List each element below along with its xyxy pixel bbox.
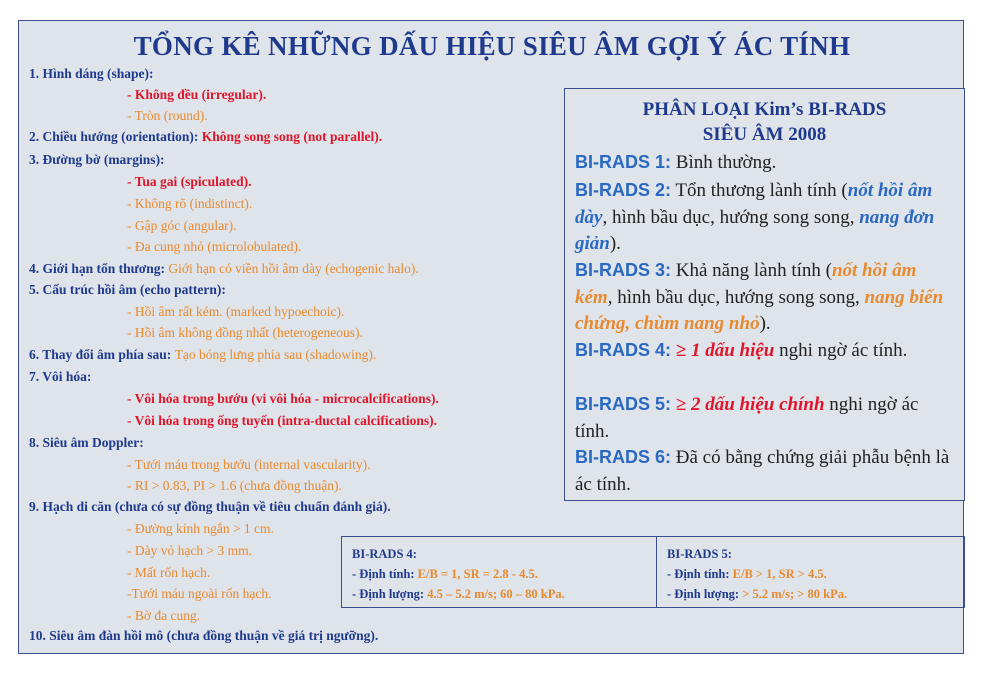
posterior-line [29, 347, 376, 363]
birads-4-label: BI-RADS 4: [575, 340, 672, 360]
calcification-header: 7. Vôi hóa: [29, 369, 92, 384]
birads-3-label: BI-RADS 3: [575, 260, 672, 280]
birads-3: BI-RADS 3: Khả năng lành tính (nốt hồi âm kém, hình bầu dục, hướng song song, nang biến chứng, chùm nang nhỏ). [575, 260, 944, 334]
lymph-perfusion: -Tưới máu ngoài rốn hạch. [127, 586, 272, 601]
lymph-hilum: - Mất rốn hạch. [127, 565, 211, 580]
box4-title: BI-RADS 4: [352, 547, 417, 561]
box5-qualitative: - Định tính: E/B > 1, SR > 4.5. [667, 567, 827, 581]
elastography-birads4-box [341, 536, 657, 608]
calcification-micro: - Vôi hóa trong bướu (vi vôi hóa - microcalcifications). [127, 391, 439, 406]
page-title: TỔNG KÊ NHỮNG DẤU HIỆU SIÊU ÂM GỢI Ý ÁC TÍNH [133, 31, 851, 61]
birads-title: PHÂN LOẠI Kim’s BI-RADS [642, 99, 887, 120]
margins-angular: - Gập góc (angular). [127, 218, 237, 233]
calcification-intraductal: - Vôi hóa trong ống tuyến (intra-ductal calcifications). [127, 413, 437, 428]
orientation-value: Không song song (not parallel). [201, 129, 383, 144]
birads-2-label: BI-RADS 2: [575, 180, 672, 200]
birads-classification-box [564, 88, 965, 501]
birads-2: BI-RADS 2: Tổn thương lành tính (nốt hồi âm dày, hình bầu dục, hướng song song, nang đơn giản). [575, 180, 935, 254]
posterior-header: 6. Thay đổi âm phía sau: [29, 347, 175, 362]
orientation-header: 2. Chiều hướng (orientation): [29, 129, 202, 144]
lesion-boundary-header: 4. Giới hạn tổn thương: [29, 261, 169, 276]
box4-qualitative: - Định tính: E/B = 1, SR = 2.8 - 4.5. [352, 567, 538, 581]
birads-5: BI-RADS 5: ≥ 2 dấu hiệu chính nghi ngờ ác tính. [575, 394, 919, 442]
lymph-cortex: - Dày vỏ hạch > 3 mm. [127, 543, 252, 558]
shape-round: - Tròn (round). [127, 108, 208, 123]
box5-quantitative: - Định lượng: > 5.2 m/s; > 80 kPa. [667, 587, 848, 601]
margins-microlobulated: - Đa cung nhỏ (microlobulated). [127, 239, 302, 254]
doppler-vascularity: - Tưới máu trong bướu (internal vascularity). [127, 457, 371, 472]
lymph-header: 9. Hạch di căn (chưa có sự đồng thuận về tiêu chuẩn đánh giá). [29, 499, 391, 514]
shape-irregular: - Không đều (irregular). [127, 87, 267, 102]
birads-1-label: BI-RADS 1: [575, 152, 672, 172]
margins-indistinct: - Không rõ (indistinct). [127, 196, 253, 211]
box5-title: BI-RADS 5: [667, 547, 732, 561]
birads-5-label: BI-RADS 5: [575, 394, 672, 414]
summary-panel [18, 20, 964, 654]
birads-subtitle: SIÊU ÂM 2008 [702, 124, 827, 145]
lesion-boundary-line [29, 261, 419, 277]
birads-1-text: Bình thường. [671, 152, 777, 173]
birads-1 [575, 149, 955, 177]
elastography-birads5-box [656, 536, 965, 608]
box4-quantitative: - Định lượng: 4.5 – 5.2 m/s; 60 – 80 kPa. [352, 587, 565, 601]
echo-pattern-header: 5. Cấu trúc hồi âm (echo pattern): [29, 282, 226, 297]
lymph-lobulated: - Bờ đa cung. [127, 608, 201, 623]
margins-header: 3. Đường bờ (margins): [29, 152, 165, 167]
doppler-ri-pi: - RI > 0.83, PI > 1.6 (chưa đồng thuận). [127, 478, 342, 493]
shape-header: 1. Hình dáng (shape): [29, 66, 154, 81]
birads-4: BI-RADS 4: ≥ 1 dấu hiệu nghi ngờ ác tính. [575, 340, 908, 361]
lesion-boundary-value: Giới hạn có viền hồi âm dày (echogenic halo). [168, 261, 419, 276]
doppler-header: 8. Siêu âm Doppler: [29, 435, 144, 450]
elastography-header: 10. Siêu âm đàn hồi mô (chưa đồng thuận về giá trị ngưỡng). [29, 628, 379, 643]
echo-heterogeneous: - Hồi âm không đồng nhất (heterogeneous). [127, 325, 363, 340]
orientation-line [29, 129, 382, 145]
echo-marked-hypoechoic: - Hồi âm rất kém. (marked hypoechoic). [127, 304, 345, 319]
posterior-value: Tạo bóng lưng phía sau (shadowing). [174, 347, 377, 362]
birads-6-label: BI-RADS 6: [575, 447, 672, 467]
margins-spiculated: - Tua gai (spiculated). [127, 174, 252, 189]
birads-6: BI-RADS 6: Đã có bằng chứng giải phẫu bệnh là ác tính. [575, 447, 950, 495]
lymph-diameter: - Đường kính ngắn > 1 cm. [127, 521, 274, 536]
